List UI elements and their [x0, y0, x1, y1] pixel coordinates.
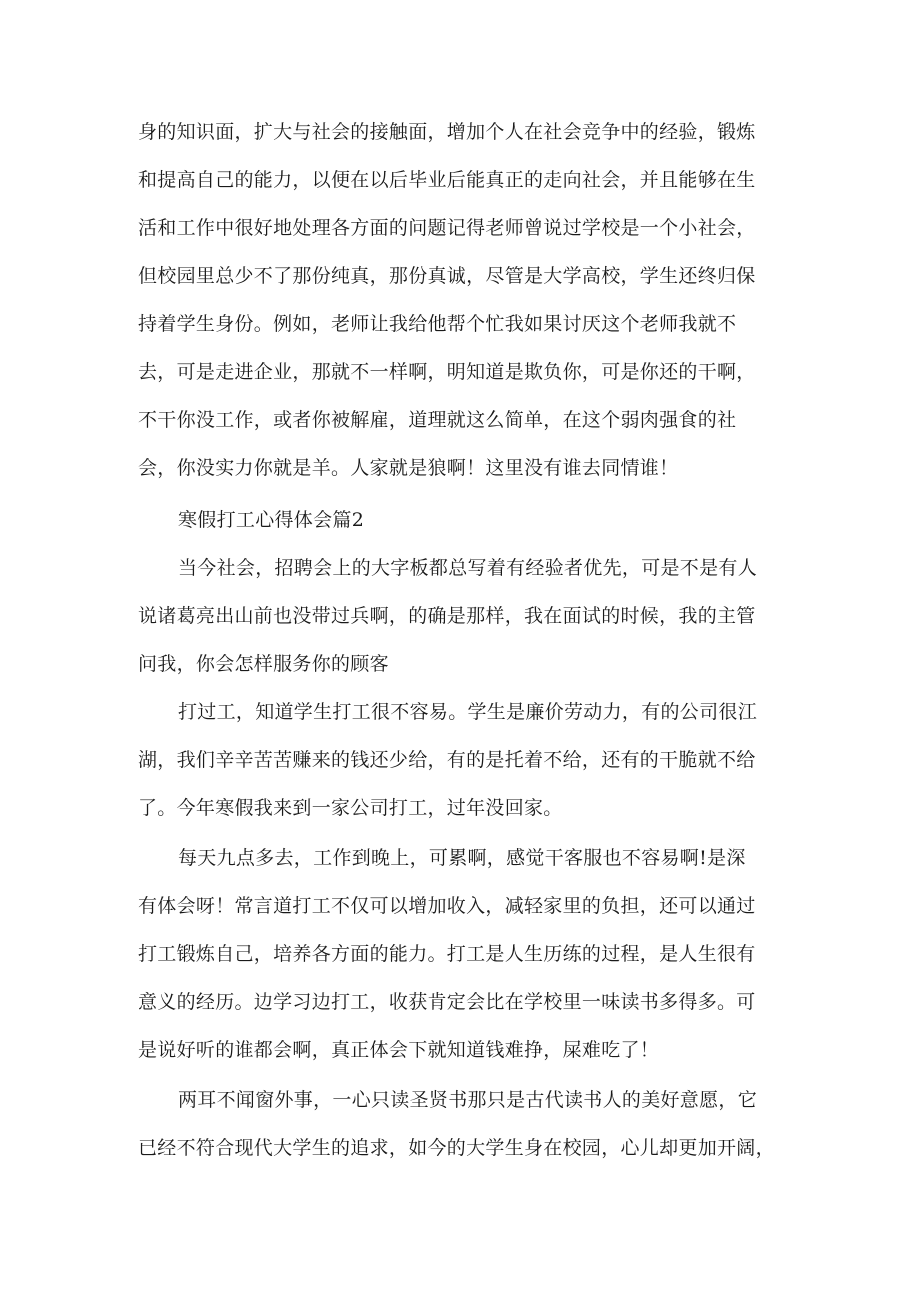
text-line: 身的知识面，扩大与社会的接触面，增加个人在社会竞争中的经验，锻炼	[138, 121, 756, 143]
text-line: 活和工作中很好地处理各方面的问题记得老师曾说过学校是一个小社会，	[138, 217, 756, 239]
text-line: 两耳不闻窗外事，一心只读圣贤书那只是古代读书人的美好意愿，它	[178, 1089, 758, 1111]
text-line: 意义的经历。边学习边打工，收获肯定会比在学校里一味读书多得多。可	[138, 991, 756, 1013]
text-line: 去，可是走进企业，那就不一样啊，明知道是欺负你，可是你还的干啊，	[138, 361, 756, 383]
text-line: 有体会呀！常言道打工不仅可以增加收入，减轻家里的负担，还可以通过	[138, 895, 756, 917]
text-line: 和提高自己的能力，以便在以后毕业后能真正的走向社会，并且能够在生	[138, 169, 756, 191]
text-line: 了。今年寒假我来到一家公司打工，过年没回家。	[138, 797, 563, 819]
text-line: 已经不符合现代大学生的追求，如今的大学生身在校园，心儿却更加开阔，	[138, 1137, 775, 1159]
text-line: 问我，你会怎样服务你的顾客	[138, 653, 389, 675]
text-line: 每天九点多去，工作到晚上，可累啊，感觉干客服也不容易啊!是深	[178, 847, 746, 869]
text-line: 会，你没实力你就是羊。人家就是狼啊！这里没有谁去同情谁！	[138, 457, 679, 479]
text-line: 是说好听的谁都会啊，真正体会下就知道钱难挣，屎难吃了！	[138, 1039, 660, 1061]
text-line: 湖，我们辛辛苦苦赚来的钱还少给，有的是托着不给，还有的干脆就不给	[138, 749, 756, 771]
text-line: 但校园里总少不了那份纯真，那份真诚，尽管是大学高校，学生还终归保	[138, 265, 756, 287]
text-line: 持着学生身份。例如，老师让我给他帮个忙我如果讨厌这个老师我就不	[138, 313, 737, 335]
section-title: 寒假打工心得体会篇2	[178, 509, 365, 531]
text-line: 打过工，知道学生打工很不容易。学生是廉价劳动力，有的公司很江	[178, 701, 758, 723]
text-line: 当今社会，招聘会上的大字板都总写着有经验者优先，可是不是有人	[178, 557, 758, 579]
text-line: 说诸葛亮出山前也没带过兵啊，的确是那样，我在面试的时候，我的主管	[138, 605, 756, 627]
text-line: 打工锻炼自己，培养各方面的能力。打工是人生历练的过程，是人生很有	[138, 943, 756, 965]
text-line: 不干你没工作，或者你被解雇，道理就这么简单，在这个弱肉强食的社	[138, 409, 737, 431]
